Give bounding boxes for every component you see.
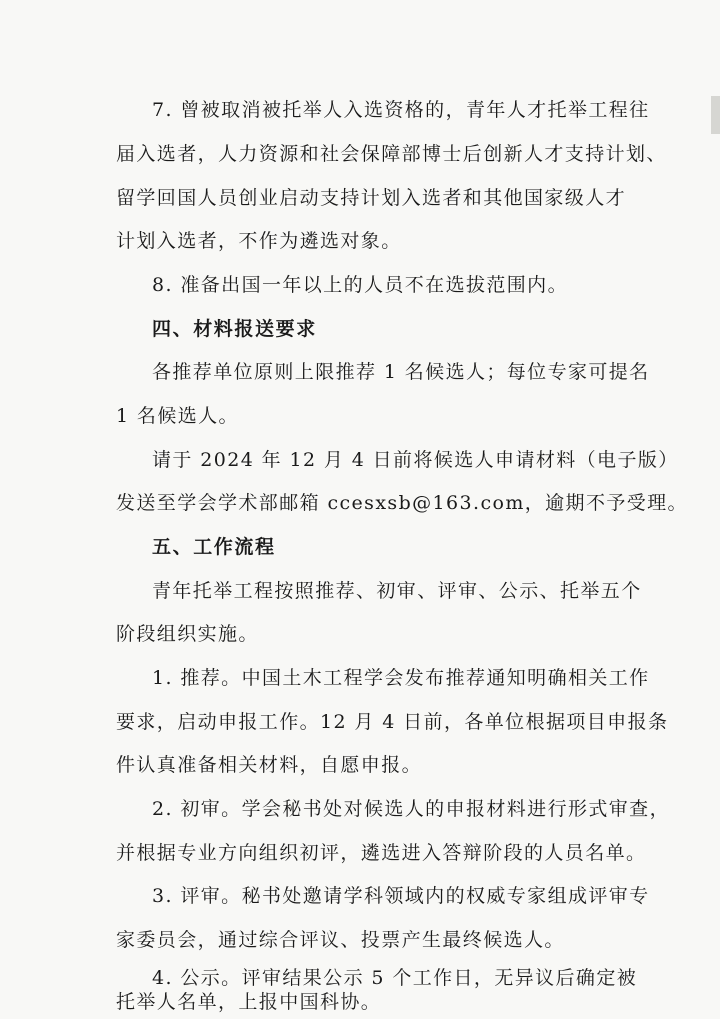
text-line: 8. 准备出国一年以上的人员不在选拔范围内。 xyxy=(152,274,568,296)
text-line: 各推荐单位原则上限推荐 1 名候选人；每位专家可提名 xyxy=(152,361,650,383)
text-line: 青年托举工程按照推荐、初审、评审、公示、托举五个 xyxy=(152,580,642,602)
text-line: 件认真准备相关材料，自愿申报。 xyxy=(116,754,423,776)
text-line: 阶段组织实施。 xyxy=(116,623,259,645)
text-line: 要求，启动申报工作。12 月 4 日前，各单位根据项目申报条 xyxy=(116,711,669,733)
text-line: 4. 公示。评审结果公示 5 个工作日，无异议后确定被 xyxy=(152,967,638,989)
text-line: 2. 初审。学会秘书处对候选人的申报材料进行形式审查， xyxy=(152,798,670,820)
text-line: 留学回国人员创业启动支持计划入选者和其他国家级人才 xyxy=(116,187,627,209)
text-line: 托举人名单，上报中国科协。 xyxy=(116,991,382,1013)
text-line: 计划入选者，不作为遴选对象。 xyxy=(116,230,402,252)
text-line: 并根据专业方向组织初评，遴选进入答辩阶段的人员名单。 xyxy=(116,842,647,864)
section-heading: 五、工作流程 xyxy=(152,536,276,558)
text-line: 1. 推荐。中国土木工程学会发布推荐通知明确相关工作 xyxy=(152,667,650,689)
text-line: 1 名候选人。 xyxy=(116,405,239,427)
scan-edge-mark xyxy=(711,96,720,134)
text-line: 发送至学会学术部邮箱 ccesxsb@163.com，逾期不予受理。 xyxy=(116,492,688,514)
text-line: 7. 曾被取消被托举人入选资格的，青年人才托举工程往 xyxy=(152,99,650,121)
section-heading: 四、材料报送要求 xyxy=(152,318,317,340)
text-line: 请于 2024 年 12 月 4 日前将候选人申请材料（电子版） xyxy=(152,449,679,471)
text-line: 届入选者，人力资源和社会保障部博士后创新人才支持计划、 xyxy=(116,143,667,165)
text-line: 家委员会，通过综合评议、投票产生最终候选人。 xyxy=(116,929,565,951)
text-line: 3. 评审。秘书处邀请学科领域内的权威专家组成评审专 xyxy=(152,885,650,907)
